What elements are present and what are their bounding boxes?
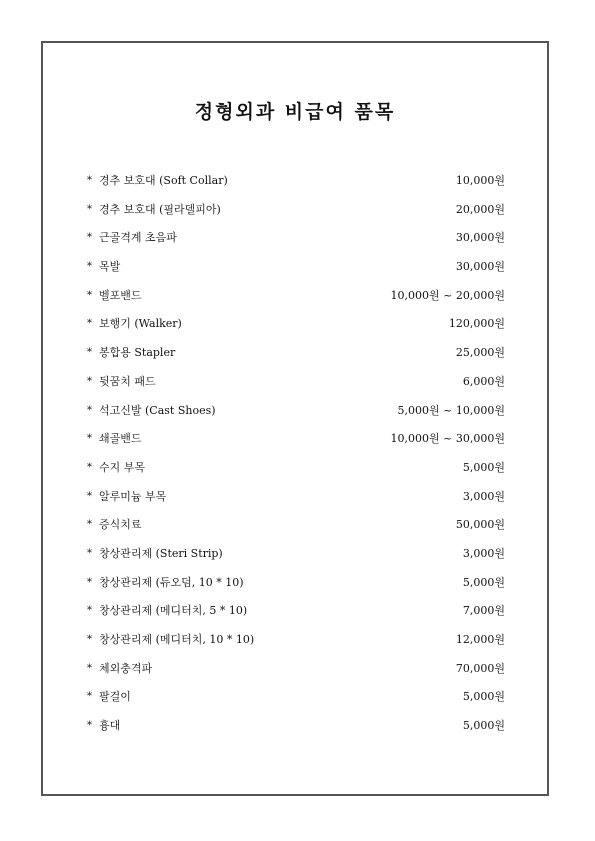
list-item — [87, 719, 505, 748]
item-name: 경추 보호대 (필라델피아) — [99, 202, 221, 216]
bullet-marker: * — [87, 720, 92, 732]
list-item — [87, 289, 505, 318]
page-title: 정형외과 비급여 품목 — [194, 101, 396, 123]
item-price: 6,000원 — [462, 374, 505, 388]
item-price: 70,000원 — [455, 661, 505, 675]
item-price: 3,000원 — [462, 546, 505, 560]
item-price: 10,000원 ~ 20,000원 — [390, 288, 505, 302]
list-item — [87, 375, 505, 404]
bullet-marker: * — [87, 547, 92, 559]
item-price: 5,000원 — [462, 690, 505, 704]
bullet-marker: * — [87, 347, 92, 359]
bullet-marker: * — [87, 203, 92, 215]
list-item — [87, 662, 505, 691]
document-frame — [41, 41, 549, 796]
bullet-marker: * — [87, 691, 92, 703]
item-name: 목발 — [99, 260, 121, 274]
item-price: 5,000원 — [462, 575, 505, 589]
item-name: 뒷꿈치 패드 — [99, 374, 156, 388]
item-price: 50,000원 — [455, 518, 505, 532]
item-price: 20,000원 — [455, 202, 505, 216]
item-price: 10,000원 — [455, 174, 505, 187]
item-name: 벨포밴드 — [99, 288, 142, 302]
bullet-marker: * — [87, 519, 92, 531]
list-item — [87, 547, 505, 576]
item-name: 창상관리제 (듀오덤, 10 * 10) — [99, 575, 244, 589]
item-price: 5,000원 ~ 10,000원 — [397, 403, 505, 417]
bullet-marker: * — [87, 490, 92, 502]
bullet-marker: * — [87, 289, 92, 301]
bullet-marker: * — [87, 605, 92, 617]
bullet-marker: * — [87, 662, 92, 674]
item-name: 창상관리제 (Steri Strip) — [99, 546, 223, 560]
list-item — [87, 490, 505, 519]
list-item — [87, 690, 505, 719]
item-name: 알루미늄 부목 — [99, 489, 167, 503]
list-item — [87, 432, 505, 461]
bullet-marker: * — [87, 232, 92, 244]
item-name: 창상관리제 (메디터치, 10 * 10) — [99, 633, 255, 646]
bullet-marker: * — [87, 261, 92, 273]
item-name: 수지 부목 — [99, 460, 146, 474]
item-name: 창상관리제 (메디터치, 5 * 10) — [99, 604, 248, 618]
item-name: 근골격계 초음파 — [99, 231, 177, 245]
item-price: 10,000원 ~ 30,000원 — [390, 432, 505, 446]
item-price: 25,000원 — [455, 346, 505, 360]
bullet-marker: * — [87, 404, 92, 416]
item-price: 3,000원 — [462, 489, 505, 503]
item-price: 12,000원 — [455, 633, 505, 646]
item-name: 흉대 — [99, 719, 121, 733]
list-item — [87, 174, 505, 203]
item-name: 석고신발 (Cast Shoes) — [99, 403, 216, 417]
item-price: 120,000원 — [448, 317, 505, 331]
list-item — [87, 576, 505, 605]
item-price: 30,000원 — [455, 231, 505, 245]
bullet-marker: * — [87, 634, 92, 645]
item-name: 체외충격파 — [99, 661, 153, 675]
bullet-marker: * — [87, 433, 92, 445]
list-item — [87, 404, 505, 433]
item-price: 5,000원 — [462, 719, 505, 733]
item-name: 경추 보호대 (Soft Collar) — [99, 174, 228, 187]
list-item — [87, 604, 505, 633]
price-list — [87, 174, 505, 748]
list-item — [87, 317, 505, 346]
item-price: 30,000원 — [455, 260, 505, 274]
list-item — [87, 203, 505, 232]
list-item — [87, 260, 505, 289]
list-item — [87, 461, 505, 490]
item-name: 증식치료 — [99, 518, 142, 532]
bullet-marker: * — [87, 318, 92, 330]
item-name: 보행기 (Walker) — [99, 317, 182, 331]
list-item — [87, 231, 505, 260]
bullet-marker: * — [87, 175, 92, 186]
list-item — [87, 633, 505, 662]
item-price: 5,000원 — [462, 460, 505, 474]
item-name: 쇄골밴드 — [99, 432, 142, 446]
item-price: 7,000원 — [462, 604, 505, 618]
item-name: 팔걸이 — [99, 690, 131, 704]
bullet-marker: * — [87, 375, 92, 387]
list-item — [87, 346, 505, 375]
bullet-marker: * — [87, 461, 92, 473]
list-item — [87, 518, 505, 547]
bullet-marker: * — [87, 576, 92, 588]
item-name: 봉합용 Stapler — [99, 346, 176, 360]
